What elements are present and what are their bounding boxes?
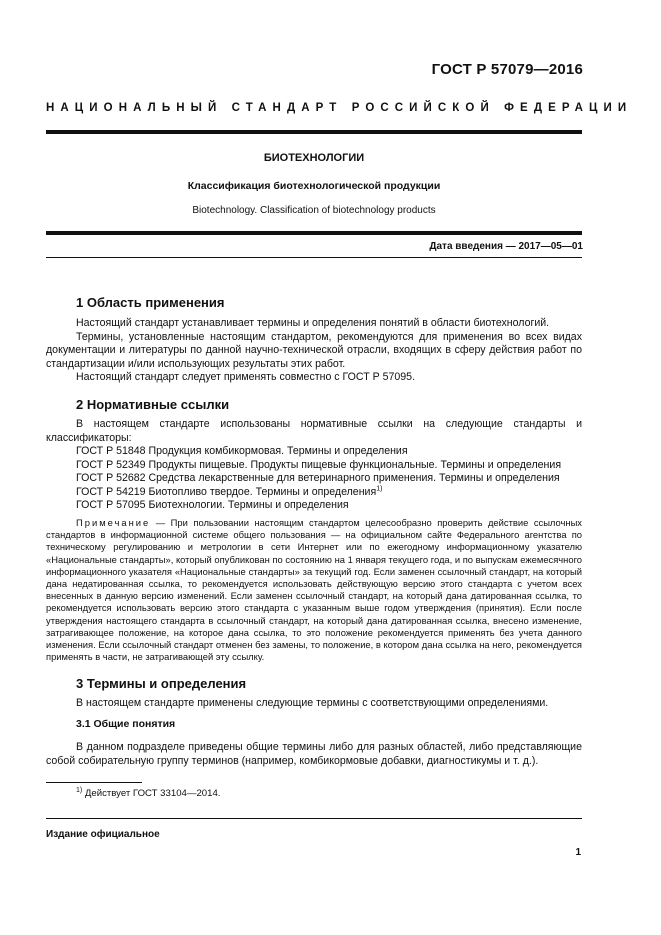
reference-item: ГОСТ Р 51848 Продукция комбикормовая. Термины и определения <box>76 445 408 457</box>
reference-item <box>76 486 561 500</box>
title-main: БИОТЕХНОЛОГИИ <box>263 152 365 164</box>
reference-item-text: ГОСТ Р 54219 Биотопливо твердое. Термины и определения <box>76 485 377 498</box>
note-text: — При пользовании настоящим стандартом целесообразно проверить действие ссылочных стандартов в информационной системе общего пользования — на официальном сайте Федерального агентства по техническому регулированию и метрологии в сети Интернет или по ежегодному информационному указателю «Национальные стандарты», который опубликован по состоянию на 1 января текущего года, и по выпускам ежемесячного информационного указателя «Национальные стандарты» за текущий год. Если заменен ссылочный стандарт, на который дана недатированная ссылка, то рекомендуется использовать действующую версию этого стандарта с учетом всех внесенных в данную версию изменений. Если заменен ссылочный стандарт, на который дана датированная ссылка, то рекомендуется использовать версию этого стандарта с указанным выше годом утверждения (принятия). Если после утверждения настоящего стандарта в ссылочный стандарт, на который дана датированная ссылка, внесено изменение, затрагивающее положение, на которое дана ссылка, то это положение рекомендуется применять без учета данного изменения. Если ссылочный стандарт отменен без замены, то положение, в котором дана ссылка на него, рекомендуется применять в части, не затрагивающей эту ссылку. <box>46 517 582 663</box>
page-number: 1 <box>575 847 581 858</box>
section-1-paragraph: Термины, установленные настоящим стандартом, рекомендуются для применения во всех видах документации и литературы по данной научно-технической отрасли, входящих в сферу действия работ по стандартизации и/или использующих результаты этих работ. <box>46 330 582 370</box>
footnote-mark: 1) <box>376 485 383 493</box>
section-1-body <box>46 317 582 385</box>
section-1-heading: 1 Область применения <box>76 295 225 310</box>
subsection-3-1-text: В данном подразделе приведены общие термины либо для разных областей, либо представляющие собой собирательную группу терминов (например, комбикормовые добавки, диагностикумы и т. д.). <box>46 741 582 767</box>
reference-item: ГОСТ Р 57095 Биотехнологии. Термины и определения <box>76 499 349 512</box>
note-label: Примечание <box>76 517 151 528</box>
reference-item: ГОСТ Р 52682 Средства лекарственные для ветеринарного применения. Термины и определения <box>76 472 560 485</box>
title-russian: Классификация биотехнологической продукции <box>187 180 441 192</box>
footnote-rule <box>46 782 142 783</box>
section-2-heading: 2 Нормативные ссылки <box>76 397 230 412</box>
footnote <box>76 788 220 799</box>
note-block <box>46 517 582 663</box>
title-bottom-rule <box>46 231 582 235</box>
section-1-paragraph: Настоящий стандарт следует применять совместно с ГОСТ Р 57095. <box>76 371 416 384</box>
section-3-intro <box>46 697 582 711</box>
section-3-heading: 3 Термины и определения <box>76 676 247 691</box>
subsection-3-1-body <box>46 741 582 768</box>
references-list <box>76 445 561 513</box>
title-english: Biotechnology. Classification of biotechnology products <box>192 205 436 216</box>
section-2-intro <box>46 418 582 445</box>
document-code: ГОСТ Р 57079—2016 <box>431 61 583 78</box>
section-2-intro-text: В настоящем стандарте использованы нормативные ссылки на следующие стандарты и классификаторы: <box>46 418 582 444</box>
top-rule <box>46 130 582 134</box>
footnote-number: 1) <box>76 786 83 794</box>
section-1-paragraph: Настоящий стандарт устанавливает термины и определения понятий в области биотехнологий. <box>76 317 550 329</box>
reference-item: ГОСТ Р 52349 Продукты пищевые. Продукты пищевые функциональные. Термины и определения <box>76 458 562 471</box>
effective-date: Дата введения — 2017—05—01 <box>429 241 583 252</box>
section-3-intro-text: В настоящем стандарте применены следующие термины с соответствующими определениями. <box>76 697 549 709</box>
date-rule <box>46 257 582 258</box>
edition-label: Издание официальное <box>46 829 160 840</box>
national-standard-banner: НАЦИОНАЛЬНЫЙ СТАНДАРТ РОССИЙСКОЙ ФЕДЕРАЦИИ <box>46 102 633 114</box>
footnote-text: Действует ГОСТ 33104—2014. <box>82 788 221 799</box>
subsection-3-1-heading: 3.1 Общие понятия <box>76 718 176 730</box>
footer-rule <box>46 818 582 819</box>
